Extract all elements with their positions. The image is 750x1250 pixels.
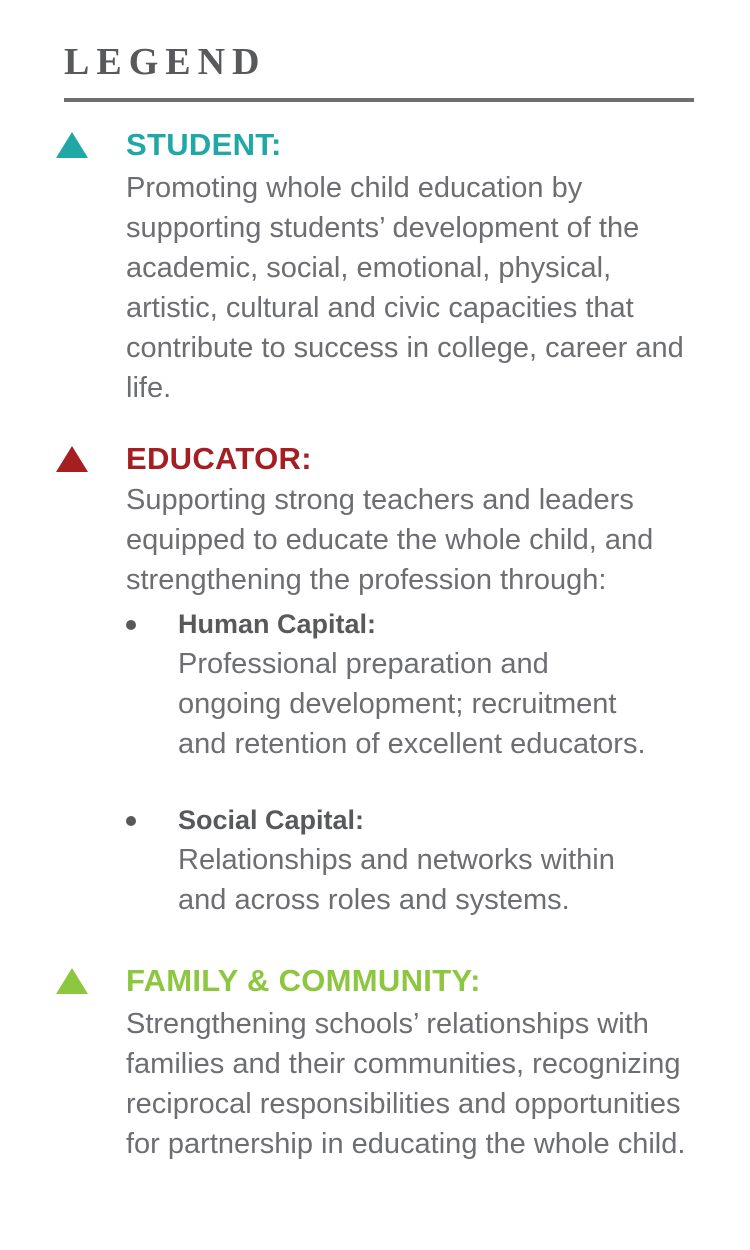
legend-title: LEGEND bbox=[64, 41, 267, 83]
human-capital-description: Professional preparation and ongoing development; recruitment and retention of excellent educators. bbox=[178, 648, 646, 760]
triangle-icon bbox=[56, 446, 88, 472]
human-capital-title: Human Capital: bbox=[178, 609, 377, 639]
bullet-dot-icon bbox=[126, 816, 136, 826]
triangle-icon bbox=[56, 132, 88, 158]
triangle-icon bbox=[56, 968, 88, 994]
bullet-dot-icon bbox=[126, 620, 136, 630]
title-divider bbox=[64, 98, 694, 102]
social-capital-description: Relationships and networks within and across roles and systems. bbox=[178, 844, 615, 916]
family-community-description: Strengthening schools’ relationships with families and their communities, recognizing reciprocal responsibilities and opportunities for partnership in educating the whole child. bbox=[126, 1008, 686, 1160]
student-description: Promoting whole child education by supporting students’ development of the academic, social, emotional, physical, artistic, cultural and civic capacities that contribute to success in college, career and life. bbox=[126, 172, 684, 404]
student-heading: STUDENT: bbox=[126, 127, 282, 162]
educator-description: Supporting strong teachers and leaders equipped to educate the whole child, and strengthening the profession through: bbox=[126, 484, 654, 596]
social-capital-title: Social Capital: bbox=[178, 805, 365, 835]
educator-heading: EDUCATOR: bbox=[126, 441, 312, 476]
family-community-heading: FAMILY & COMMUNITY: bbox=[126, 963, 481, 998]
